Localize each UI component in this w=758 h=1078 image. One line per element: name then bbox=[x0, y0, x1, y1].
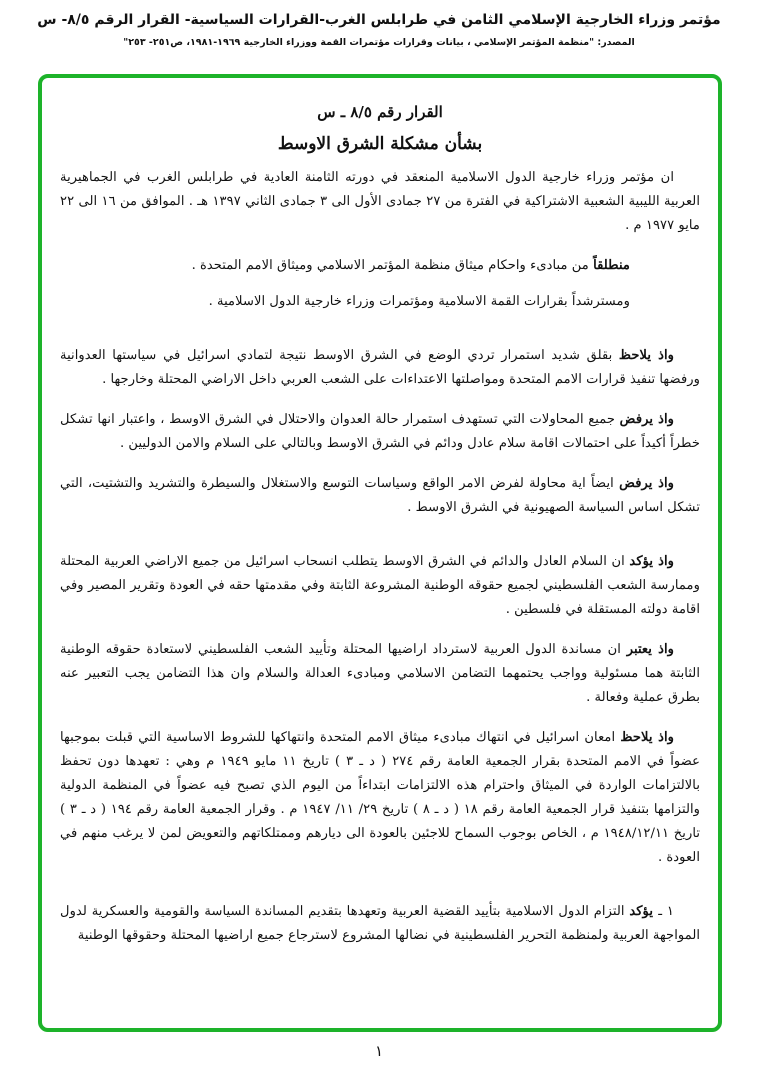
clause-paragraph bbox=[60, 472, 700, 520]
operative-text: التزام الدول الاسلامية بتأييد القضية العربية وتعهدها بتقديم المساندة السياسة والقومية والعسكرية لدول المواجهة العربية ولمنظمة التحرير الفلسطينية في نضالها المشروع لاسترجاع جميع اراضيها المحتلة وحقوقها الوطنية bbox=[60, 904, 700, 943]
resolution-subject: بشأن مشكلة الشرق الاوسط bbox=[277, 134, 483, 154]
operative-paragraph bbox=[60, 900, 700, 948]
clause-lead: واذ يؤكد bbox=[629, 554, 674, 569]
clause-text: ان مساندة الدول العربية لاسترداد اراضيها المحتلة وتأييد الشعب الفلسطيني لاستعادة حقوقه الوطنية الثابتة هما مسئولية وواجب يحتمهما التضامن الاسلامي ومبادىء العدالة والسلام وان هذا التضامن يجب التعبير عنه بطرق عملية وفعالة . bbox=[60, 642, 700, 705]
clause-text: امعان اسرائيل في انتهاك مبادىء ميثاق الامم المتحدة وانتهاكها للشروط الاساسية التي قبلت بموجبها عضواً في الامم المتحدة بقرار الجمعية العامة رقم ٢٧٤ ( د ـ ٣ ) تاريخ ١١ مايو ١٩٤٩ م وهي : تعهدها دون تحفظ بالالتزامات الواردة في الميثاق واحترام هذه الالتزامات ابتداءاً من اليوم الذي تصبح فيه عضواً في المنظمة الدولية والتزامها بتنفيذ قرار الجمعية العامة رقم ١٨ ( د ـ ٨ ) تاريخ ٢٩/ ١١/ ١٩٤٧ م . وقرار الجمعية العامة رقم ١٩٤ ( د ـ ٣ ) تاريخ ١٩٤٨/١٢/١١ م ، الخاص بوجوب السماح للاجئين بالعودة الى ديارهم وممتلكاتهم والتعويض لمن لا يرغب منهم في العودة . bbox=[60, 730, 701, 865]
clause-lead: واذ يلاحظ bbox=[618, 348, 674, 363]
clause-text: ايضاً اية محاولة لفرض الامر الواقع وسياسات التوسع والاستغلال والسيطرة والتشريد والتشتيت، التي تشكل اساس السياسة الصهيونية في الشرق الاوسط . bbox=[60, 476, 700, 515]
clause-paragraph bbox=[60, 726, 700, 870]
preamble-lead: ومسترشداً bbox=[571, 294, 630, 309]
preamble-text: بقرارات القمة الاسلامية ومؤتمرات وزراء خارجية الدول الاسلامية . bbox=[208, 294, 572, 309]
intro-paragraph: ان مؤتمر وزراء خارجية الدول الاسلامية المنعقد في دورته الثامنة العادية في طرابلس الغرب في الجماهيرية العربية الليبية الشعبية الاشتراكية في الفترة من ٢٧ جمادى الأول الى ٣ جمادى الثاني ١٣٩٧ هـ . الموافق من ١٦ الى ٢٢ مايو ١٩٧٧ م . bbox=[60, 170, 700, 233]
resolution-number: القرار رقم ٨/٥ ـ س bbox=[317, 103, 443, 121]
clause-lead: واذ يرفض bbox=[619, 476, 675, 491]
preamble-lead: منطلقاً bbox=[593, 258, 630, 273]
clause-paragraph bbox=[60, 550, 700, 622]
document-body bbox=[60, 94, 700, 964]
clause-paragraph bbox=[60, 344, 700, 392]
preamble-paragraph bbox=[60, 254, 700, 278]
clause-text: ان السلام العادل والدائم في الشرق الاوسط يتطلب انسحاب اسرائيل من جميع الاراضي العربية المحتلة وممارسة الشعب الفلسطيني لجميع حقوقه الوطنية المشروعة الثابتة وفي مقدمتها حقه في العودة وتقرير المصير وفي اقامة دولته المستقلة في فلسطين . bbox=[60, 554, 700, 617]
clause-text: جميع المحاولات التي تستهدف استمرار حالة العدوان والاحتلال في الشرق الاوسط ، واعتبار انها تشكل خطراً أكيداً على احتمالات اقامة سلام عادل ودائم في الشرق الاوسط وبالتالي على السلام والامن الدوليين . bbox=[60, 412, 700, 451]
operative-lead: يؤكد bbox=[629, 904, 659, 919]
clause-text: بقلق شديد استمرار تردي الوضع في الشرق الاوسط نتيجة لتمادي اسرائيل في سياستها العدوانية ورفضها تنفيذ قرارات الامم المتحدة ومواصلتها الاعتداءات على الشعب العربي داخل الاراضي المحتلة وخارجها . bbox=[60, 348, 700, 387]
page-number: ١ bbox=[374, 1042, 384, 1060]
preamble-text: من مبادىء واحكام ميثاق منظمة المؤتمر الاسلامي وميثاق الامم المتحدة . bbox=[191, 258, 594, 273]
page-header-title: مؤتمر وزراء الخارجية الإسلامي الثامن في طرابلس الغرب-القرارات السياسية- القرار الرقم ٨/٥- س bbox=[37, 12, 721, 28]
preamble-paragraph bbox=[60, 290, 700, 314]
operative-number: ١ ـ bbox=[658, 904, 674, 919]
clause-lead: واذ يلاحظ bbox=[620, 730, 674, 745]
clause-paragraph bbox=[60, 638, 700, 710]
clause-lead: واذ يرفض bbox=[619, 412, 675, 427]
clause-lead: واذ يعتبر bbox=[626, 642, 674, 657]
source-citation: المصدر: "منظمة المؤتمر الإسلامي ، بيانات وقرارات مؤتمرات القمة ووزراء الخارجية ١٩٦٩-١٩٨١، ص٢٥١- ٢٥٣" bbox=[123, 37, 635, 48]
clause-paragraph bbox=[60, 408, 700, 456]
